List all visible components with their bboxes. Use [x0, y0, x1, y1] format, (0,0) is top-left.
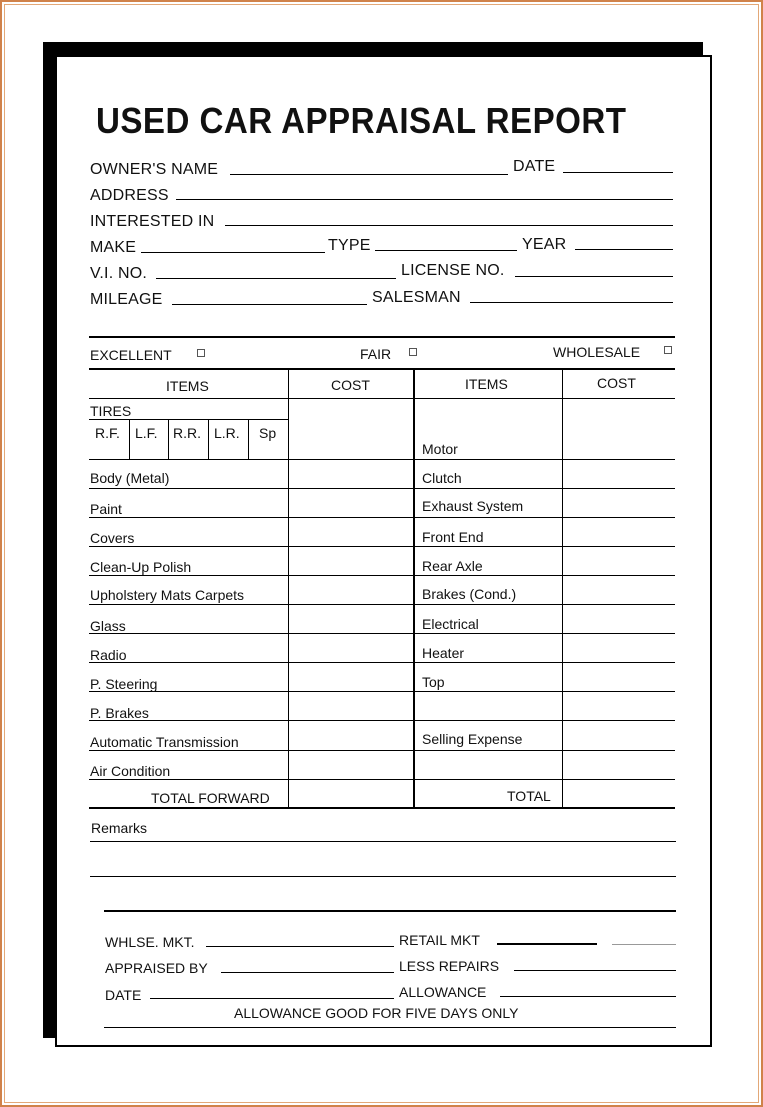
condition-top-rule: [89, 336, 675, 338]
address-line[interactable]: [176, 199, 673, 200]
row-rule: [89, 662, 675, 663]
less-repairs-label: LESS REPAIRS: [399, 958, 500, 974]
item-covers: Covers: [90, 530, 135, 546]
tire-lf-label: L.F.: [135, 425, 158, 441]
item-radio: Radio: [90, 647, 127, 663]
excellent-checkbox[interactable]: [197, 349, 205, 357]
row-rule: [89, 575, 675, 576]
table-top-rule: [89, 368, 675, 370]
row-rule: [89, 720, 675, 721]
owners-name-label: OWNER'S NAME: [90, 161, 219, 178]
remarks-line[interactable]: [90, 876, 676, 877]
less-repairs-line[interactable]: [514, 970, 676, 971]
license-label: LICENSE NO.: [401, 262, 505, 279]
make-label: MAKE: [90, 239, 137, 256]
mileage-line[interactable]: [172, 304, 367, 305]
item-body-metal: Body (Metal): [90, 470, 170, 486]
row-rule: [89, 604, 675, 605]
bottom-rule: [104, 1027, 676, 1028]
table-bottom-rule: [89, 807, 675, 809]
tire-divider: [248, 419, 249, 459]
make-line[interactable]: [141, 252, 325, 253]
tire-divider: [168, 419, 169, 459]
appraised-by-label: APPRAISED BY: [105, 960, 208, 976]
allowance-line[interactable]: [500, 996, 676, 997]
retail-mkt-line[interactable]: [497, 943, 597, 945]
interested-in-label: INTERESTED IN: [90, 213, 215, 230]
address-label: ADDRESS: [90, 187, 169, 204]
item-clean-up-polish: Clean-Up Polish: [90, 559, 192, 575]
item-exhaust-system: Exhaust System: [422, 498, 524, 514]
appraised-by-line[interactable]: [221, 972, 394, 973]
item-power-steering: P. Steering: [90, 676, 158, 692]
retail-mkt-line-faded: [612, 944, 676, 945]
fair-label: FAIR: [360, 346, 392, 362]
form-title: USED CAR APPRAISAL REPORT: [96, 100, 627, 141]
total-label: TOTAL: [507, 788, 551, 804]
footer-date-label: DATE: [105, 987, 142, 1003]
date-label: DATE: [513, 158, 556, 175]
item-heater: Heater: [422, 645, 465, 661]
header-items-left: ITEMS: [166, 378, 209, 394]
vin-line[interactable]: [156, 278, 396, 279]
header-cost-left: COST: [331, 377, 370, 393]
row-rule: [89, 633, 675, 634]
col-divider-2: [413, 368, 415, 808]
excellent-label: EXCELLENT: [90, 347, 172, 363]
item-front-end: Front End: [422, 529, 484, 545]
footer-date-line[interactable]: [150, 998, 394, 999]
total-forward-label: TOTAL FORWARD: [151, 790, 270, 806]
header-cost-right: COST: [597, 375, 636, 391]
license-line[interactable]: [515, 276, 673, 277]
retail-mkt-label: RETAIL MKT: [399, 932, 480, 948]
year-label: YEAR: [522, 236, 567, 253]
header-items-right: ITEMS: [465, 376, 508, 392]
tire-divider: [129, 419, 130, 459]
whlse-mkt-label: WHLSE. MKT.: [105, 934, 195, 950]
item-upholstery: Upholstery Mats Carpets: [90, 587, 245, 603]
type-label: TYPE: [328, 237, 371, 254]
wholesale-label: WHOLESALE: [553, 344, 641, 360]
item-automatic-transmission: Automatic Transmission: [90, 734, 239, 750]
item-power-brakes: P. Brakes: [90, 705, 149, 721]
owners-name-line[interactable]: [230, 174, 508, 175]
allowance-label: ALLOWANCE: [399, 984, 487, 1000]
tire-divider: [208, 419, 209, 459]
item-rear-axle: Rear Axle: [422, 558, 483, 574]
item-top: Top: [422, 674, 445, 690]
col-divider-1: [288, 368, 289, 808]
item-motor: Motor: [422, 441, 458, 457]
allowance-note: ALLOWANCE GOOD FOR FIVE DAYS ONLY: [234, 1005, 519, 1021]
remarks-label: Remarks: [91, 820, 148, 836]
interested-in-line[interactable]: [225, 225, 673, 226]
row-rule: [89, 459, 675, 460]
wholesale-checkbox[interactable]: [664, 346, 672, 354]
row-rule: [89, 779, 675, 780]
tire-lr-label: L.R.: [214, 425, 240, 441]
tire-rf-label: R.F.: [95, 425, 120, 441]
item-air-condition: Air Condition: [90, 763, 171, 779]
row-rule: [89, 517, 675, 518]
tire-spare-label: Sp: [259, 425, 277, 441]
vin-label: V.I. NO.: [90, 265, 148, 282]
tires-rule: [89, 419, 288, 420]
tire-rr-label: R.R.: [173, 425, 201, 441]
item-paint: Paint: [90, 501, 122, 517]
remarks-line[interactable]: [90, 841, 676, 842]
row-rule: [89, 691, 675, 692]
salesman-label: SALESMAN: [372, 289, 461, 306]
row-rule: [89, 488, 675, 489]
whlse-mkt-line[interactable]: [206, 946, 394, 947]
remarks-line[interactable]: [104, 910, 676, 912]
mileage-label: MILEAGE: [90, 291, 163, 308]
table-header-rule: [89, 398, 675, 399]
year-line[interactable]: [575, 249, 673, 250]
item-clutch: Clutch: [422, 470, 462, 486]
item-glass: Glass: [90, 618, 126, 634]
row-rule: [89, 546, 675, 547]
type-line[interactable]: [375, 250, 517, 251]
tires-label: TIRES: [90, 403, 132, 419]
item-brakes-cond: Brakes (Cond.): [422, 586, 517, 602]
row-rule: [89, 750, 675, 751]
col-divider-3: [562, 368, 563, 808]
date-line[interactable]: [563, 172, 673, 173]
fair-checkbox[interactable]: [409, 348, 417, 356]
item-selling-expense: Selling Expense: [422, 731, 523, 747]
salesman-line[interactable]: [470, 302, 673, 303]
item-electrical: Electrical: [422, 616, 479, 632]
